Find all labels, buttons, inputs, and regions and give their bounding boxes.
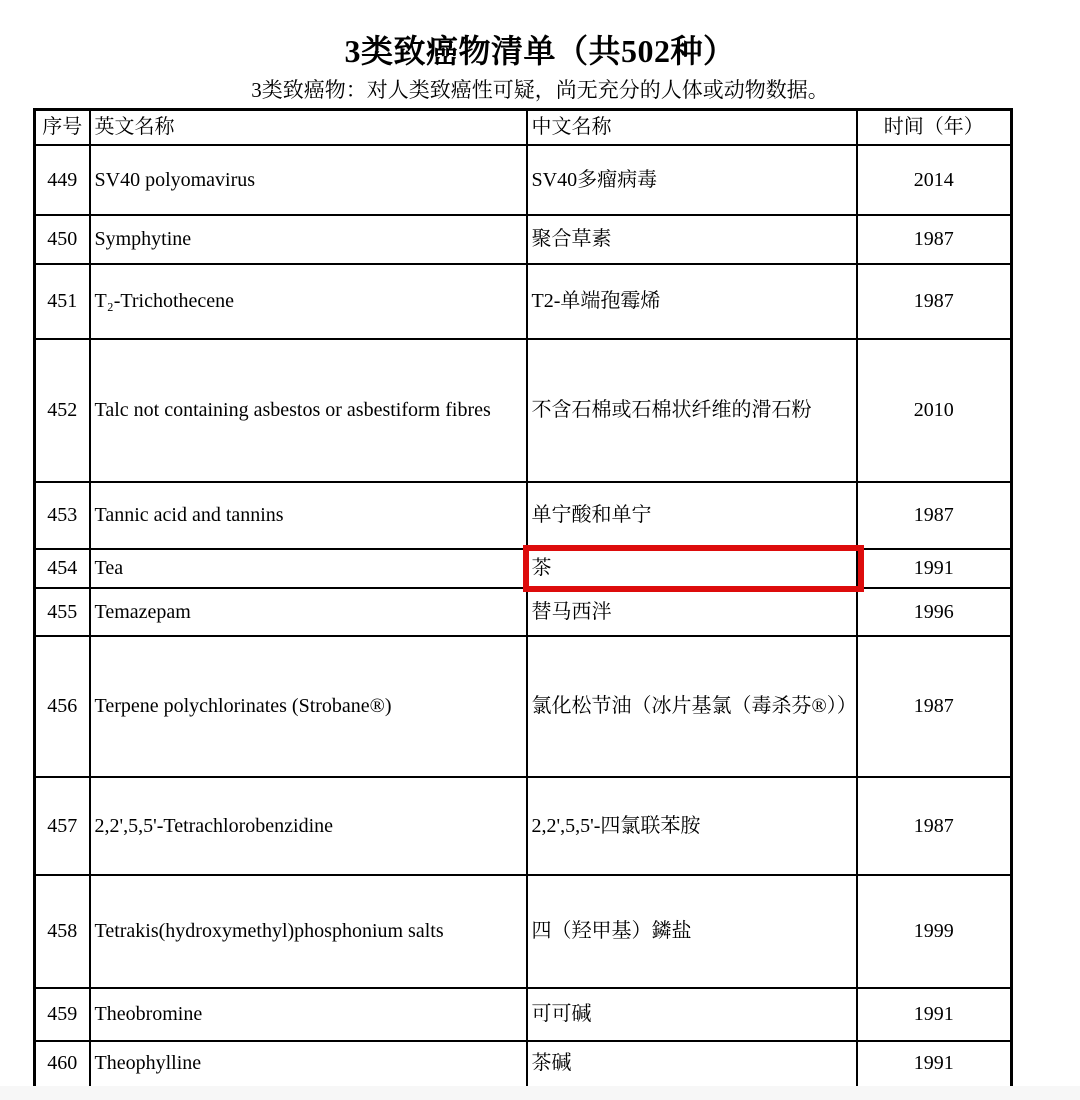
chinese-name-cell: 四（羟甲基）鏻盐 (527, 875, 857, 988)
english-name-cell: Talc not containing asbestos or asbestiform fibres (90, 339, 527, 482)
header-year: 时间（年） (857, 110, 1012, 146)
row-index-cell: 460 (35, 1041, 90, 1087)
year-cell: 2014 (857, 145, 1012, 215)
row-index-cell: 454 (35, 549, 90, 588)
table-row (35, 777, 1012, 875)
chinese-name-cell: 聚合草素 (527, 215, 857, 264)
table-header-row (35, 110, 1012, 146)
row-index-cell: 452 (35, 339, 90, 482)
carcinogen-table (33, 108, 1013, 1089)
year-cell: 1999 (857, 875, 1012, 988)
chinese-name-cell: 2,2',5,5'-四氯联苯胺 (527, 777, 857, 875)
english-name-cell: Tea (90, 549, 527, 588)
chinese-name-cell: T2-单端孢霉烯 (527, 264, 857, 339)
table-row (35, 145, 1012, 215)
header-index: 序号 (35, 110, 90, 146)
english-name-cell: Theobromine (90, 988, 527, 1041)
chinese-name-cell: 茶碱 (527, 1041, 857, 1087)
table-row (35, 636, 1012, 777)
header-english-name: 英文名称 (90, 110, 527, 146)
carcinogen-table-container (33, 108, 1013, 1089)
chinese-name-cell: SV40多瘤病毒 (527, 145, 857, 215)
english-name-cell: SV40 polyomavirus (90, 145, 527, 215)
year-cell: 1987 (857, 482, 1012, 549)
row-index-cell: 450 (35, 215, 90, 264)
chinese-name-cell: 氯化松节油（冰片基氯（毒杀芬®）） (527, 636, 857, 777)
table-row (35, 588, 1012, 636)
year-cell: 1987 (857, 215, 1012, 264)
row-index-cell: 453 (35, 482, 90, 549)
page-edge-strip (0, 1086, 1080, 1100)
row-index-cell: 459 (35, 988, 90, 1041)
row-index-cell: 457 (35, 777, 90, 875)
year-cell: 1991 (857, 988, 1012, 1041)
english-name-cell: Theophylline (90, 1041, 527, 1087)
year-cell: 1987 (857, 777, 1012, 875)
table-row (35, 875, 1012, 988)
english-name-cell: Terpene polychlorinates (Strobane®) (90, 636, 527, 777)
english-name-cell: Tetrakis(hydroxymethyl)phosphonium salts (90, 875, 527, 988)
table-row (35, 264, 1012, 339)
english-name-cell: T₂-Trichothecene (90, 264, 527, 339)
english-name-cell: Temazepam (90, 588, 527, 636)
row-index-cell: 451 (35, 264, 90, 339)
chinese-name-cell: 可可碱 (527, 988, 857, 1041)
highlighted-cell-text: 茶 (531, 557, 552, 579)
table-row-highlighted (35, 549, 1012, 588)
chinese-name-cell: 替马西泮 (527, 588, 857, 636)
english-name-cell: Symphytine (90, 215, 527, 264)
year-cell: 1987 (857, 636, 1012, 777)
chinese-name-cell: 不含石棉或石棉状纤维的滑石粉 (527, 339, 857, 482)
year-cell: 1996 (857, 588, 1012, 636)
row-index-cell: 455 (35, 588, 90, 636)
row-index-cell: 458 (35, 875, 90, 988)
table-row (35, 988, 1012, 1041)
page-subtitle: 3类致癌物：对人类致癌性可疑，尚无充分的人体或动物数据。 (251, 78, 829, 102)
row-index-cell: 449 (35, 145, 90, 215)
chinese-name-cell: 单宁酸和单宁 (527, 482, 857, 549)
page-title: 3类致癌物清单（共502种） (344, 33, 736, 69)
chinese-name-cell (527, 549, 857, 588)
table-row (35, 215, 1012, 264)
table-row (35, 339, 1012, 482)
red-highlight-box (523, 545, 864, 592)
english-name-cell: Tannic acid and tannins (90, 482, 527, 549)
english-name-cell: 2,2',5,5'-Tetrachlorobenzidine (90, 777, 527, 875)
table-row (35, 482, 1012, 549)
table-row (35, 1041, 1012, 1087)
year-cell: 1991 (857, 549, 1012, 588)
year-cell: 1987 (857, 264, 1012, 339)
row-index-cell: 456 (35, 636, 90, 777)
header-chinese-name: 中文名称 (527, 110, 857, 146)
year-cell: 1991 (857, 1041, 1012, 1087)
year-cell: 2010 (857, 339, 1012, 482)
